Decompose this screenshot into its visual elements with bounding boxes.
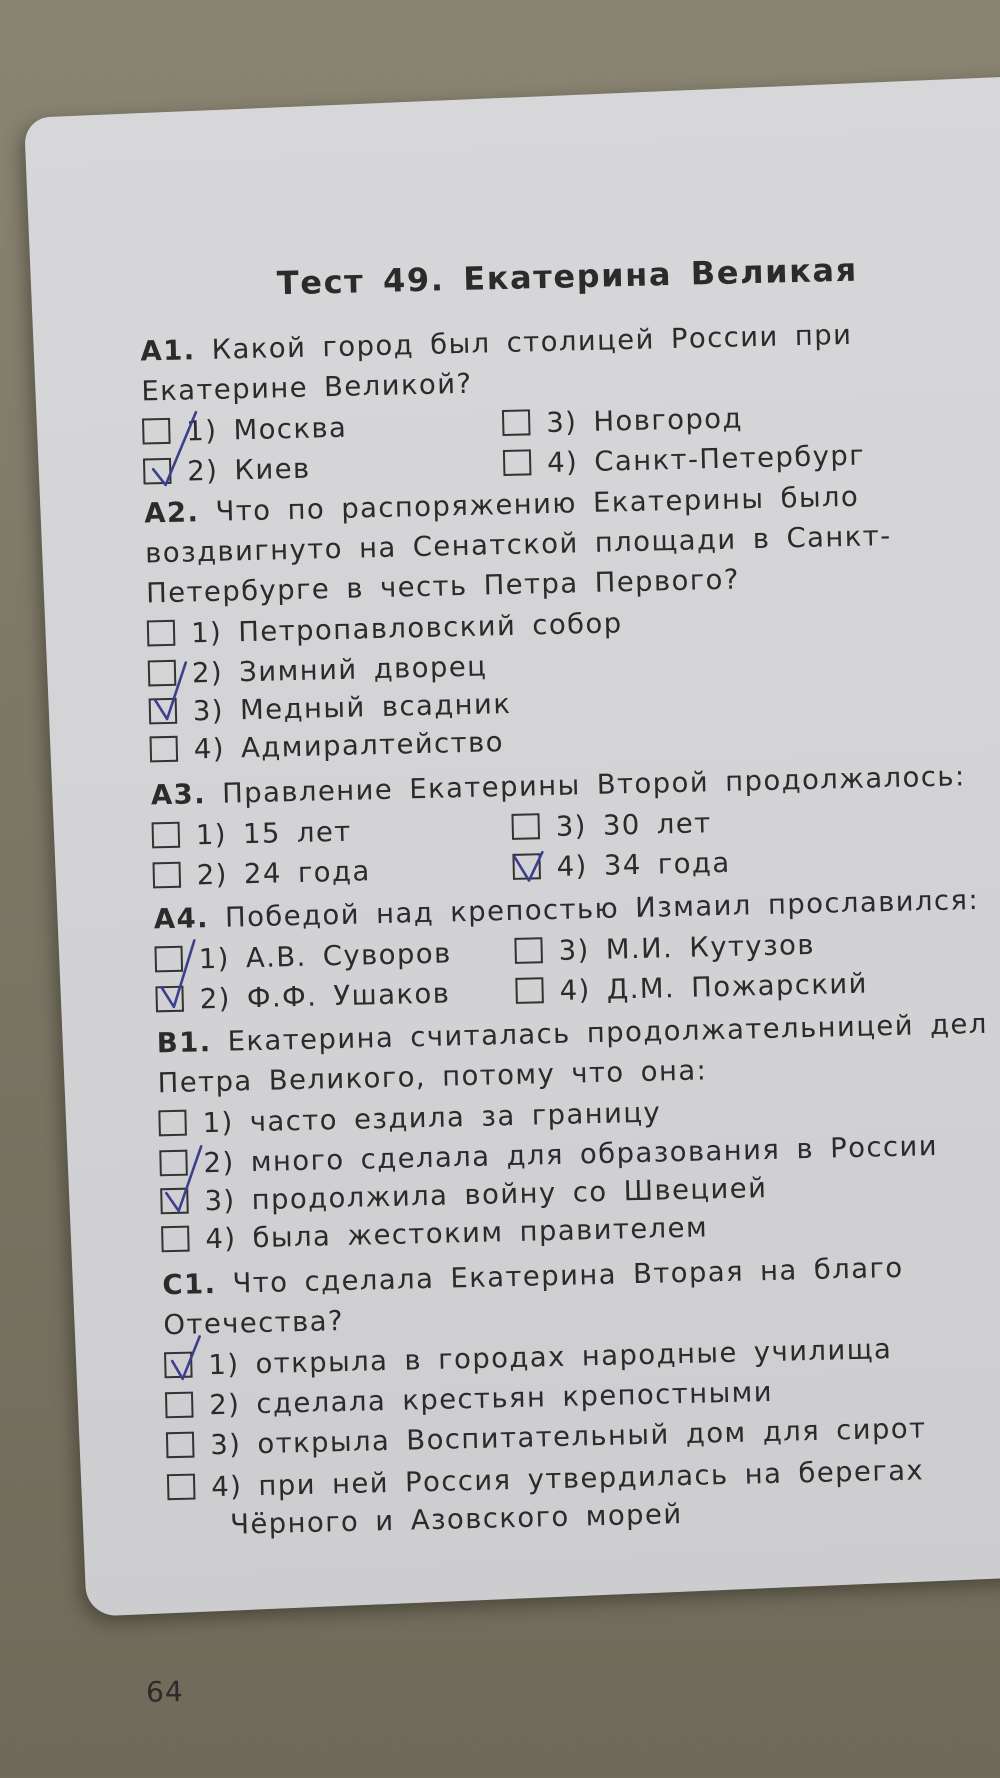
checkbox[interactable] — [515, 977, 544, 1004]
option-a4-4[interactable] — [515, 967, 868, 1009]
option-text: 4) Санкт-Петербург — [546, 439, 866, 479]
option-text: 2) Ф.Ф. Ушаков — [199, 977, 451, 1016]
option-a1-4[interactable] — [503, 438, 866, 481]
question-label: А3. — [150, 778, 207, 812]
question-text: Что сделала Екатерина Вторая на благо Отечества? — [163, 1251, 904, 1342]
question-text: Екатерина считалась продолжательницей дел Петра Великого, потому что она: — [157, 1007, 989, 1100]
question-label: А2. — [143, 496, 200, 530]
option-c1-2[interactable] — [165, 1375, 773, 1423]
option-text: 3) 30 лет — [555, 807, 712, 843]
option-text: 4) была жестоким правителем — [205, 1211, 709, 1256]
option-c1-4[interactable] — [167, 1448, 1000, 1545]
option-a1-3[interactable] — [502, 401, 743, 441]
option-text: 2) сделала крестьян крепостными — [208, 1375, 774, 1422]
option-text: 4) 34 года — [556, 846, 731, 883]
checkbox[interactable] — [166, 1432, 195, 1459]
question-b1 — [156, 1003, 1000, 1103]
option-text: 4) при ней Россия утвердилась на берегах Чёрного и Азовского морей — [210, 1454, 925, 1541]
test-title: Тест 49. Екатерина Великая — [276, 250, 859, 303]
workbook-page — [24, 74, 1000, 1709]
option-text: 3) Новгород — [545, 402, 744, 439]
question-text: Правление Екатерины Второй продолжалось: — [221, 760, 966, 810]
question-label: С1. — [162, 1268, 217, 1302]
checkbox[interactable] — [502, 409, 531, 436]
option-a3-1[interactable] — [151, 815, 352, 854]
option-text: 1) открыла в городах народные училища — [207, 1333, 893, 1382]
option-text: 1) А.В. Суворов — [198, 937, 452, 976]
checkbox[interactable] — [161, 1226, 190, 1253]
handwritten-check-icon — [160, 1333, 241, 1395]
question-a2 — [144, 473, 1000, 613]
checkbox[interactable] — [511, 813, 540, 840]
option-text: 1) Петропавловский собор — [190, 607, 623, 650]
question-c1 — [162, 1245, 1000, 1345]
option-text: 1) часто ездила за границу — [202, 1096, 662, 1140]
option-text: 3) продолжила войну со Швецией — [204, 1172, 768, 1218]
page-content — [127, 250, 989, 1709]
question-text: Победой над крепостью Измаил прославился: — [224, 883, 980, 934]
option-a4-3[interactable] — [514, 928, 815, 969]
option-b1-4[interactable] — [161, 1210, 708, 1257]
option-text: 2) Киев — [186, 452, 311, 488]
question-text: Что по распоряжению Екатерины было воздвигнуто на Сенатской площади в Санкт-Петербурге в честь Петра Первого? — [144, 480, 892, 610]
option-a3-3[interactable] — [511, 806, 712, 845]
handwritten-check-icon — [138, 408, 220, 500]
checkbox[interactable] — [152, 822, 181, 849]
checkbox[interactable] — [503, 449, 532, 476]
handwritten-check-icon — [155, 1142, 227, 1224]
option-text: 3) М.И. Кутузов — [558, 928, 816, 967]
option-a2-4[interactable] — [149, 725, 504, 767]
option-text: 2) много сделала для образования в России — [203, 1129, 939, 1180]
option-text: 1) Москва — [185, 411, 348, 448]
checkbox[interactable] — [150, 736, 179, 763]
question-a1 — [140, 311, 1000, 411]
option-text: 4) Адмиралтейство — [193, 726, 505, 766]
page-number: 64 — [145, 1674, 185, 1709]
checkbox[interactable] — [167, 1474, 196, 1501]
option-text: 4) Д.М. Пожарский — [559, 967, 869, 1007]
question-label: А4. — [153, 902, 210, 936]
checkbox[interactable] — [152, 862, 181, 889]
question-label: В1. — [156, 1026, 212, 1060]
handwritten-check-icon — [144, 658, 216, 730]
option-text: 2) Зимний дворец — [191, 650, 488, 690]
option-a2-1[interactable] — [147, 606, 623, 651]
checkbox[interactable] — [514, 937, 543, 964]
option-text: 3) открыла Воспитательный дом для сирот — [209, 1412, 927, 1462]
option-text: 1) 15 лет — [195, 815, 353, 852]
handwritten-check-icon — [150, 936, 222, 1018]
handwritten-check-icon — [508, 843, 579, 905]
option-text: 3) Медный всадник — [192, 687, 512, 728]
question-text: Какой город был столицей России при Екатерине Великой? — [141, 318, 853, 408]
question-label: А1. — [140, 334, 196, 368]
checkbox[interactable] — [158, 1110, 187, 1137]
option-b1-1[interactable] — [158, 1095, 661, 1141]
option-text: 2) 24 года — [196, 855, 371, 892]
checkbox[interactable] — [147, 620, 176, 647]
option-a3-2[interactable] — [152, 854, 371, 893]
checkbox[interactable] — [165, 1392, 194, 1419]
